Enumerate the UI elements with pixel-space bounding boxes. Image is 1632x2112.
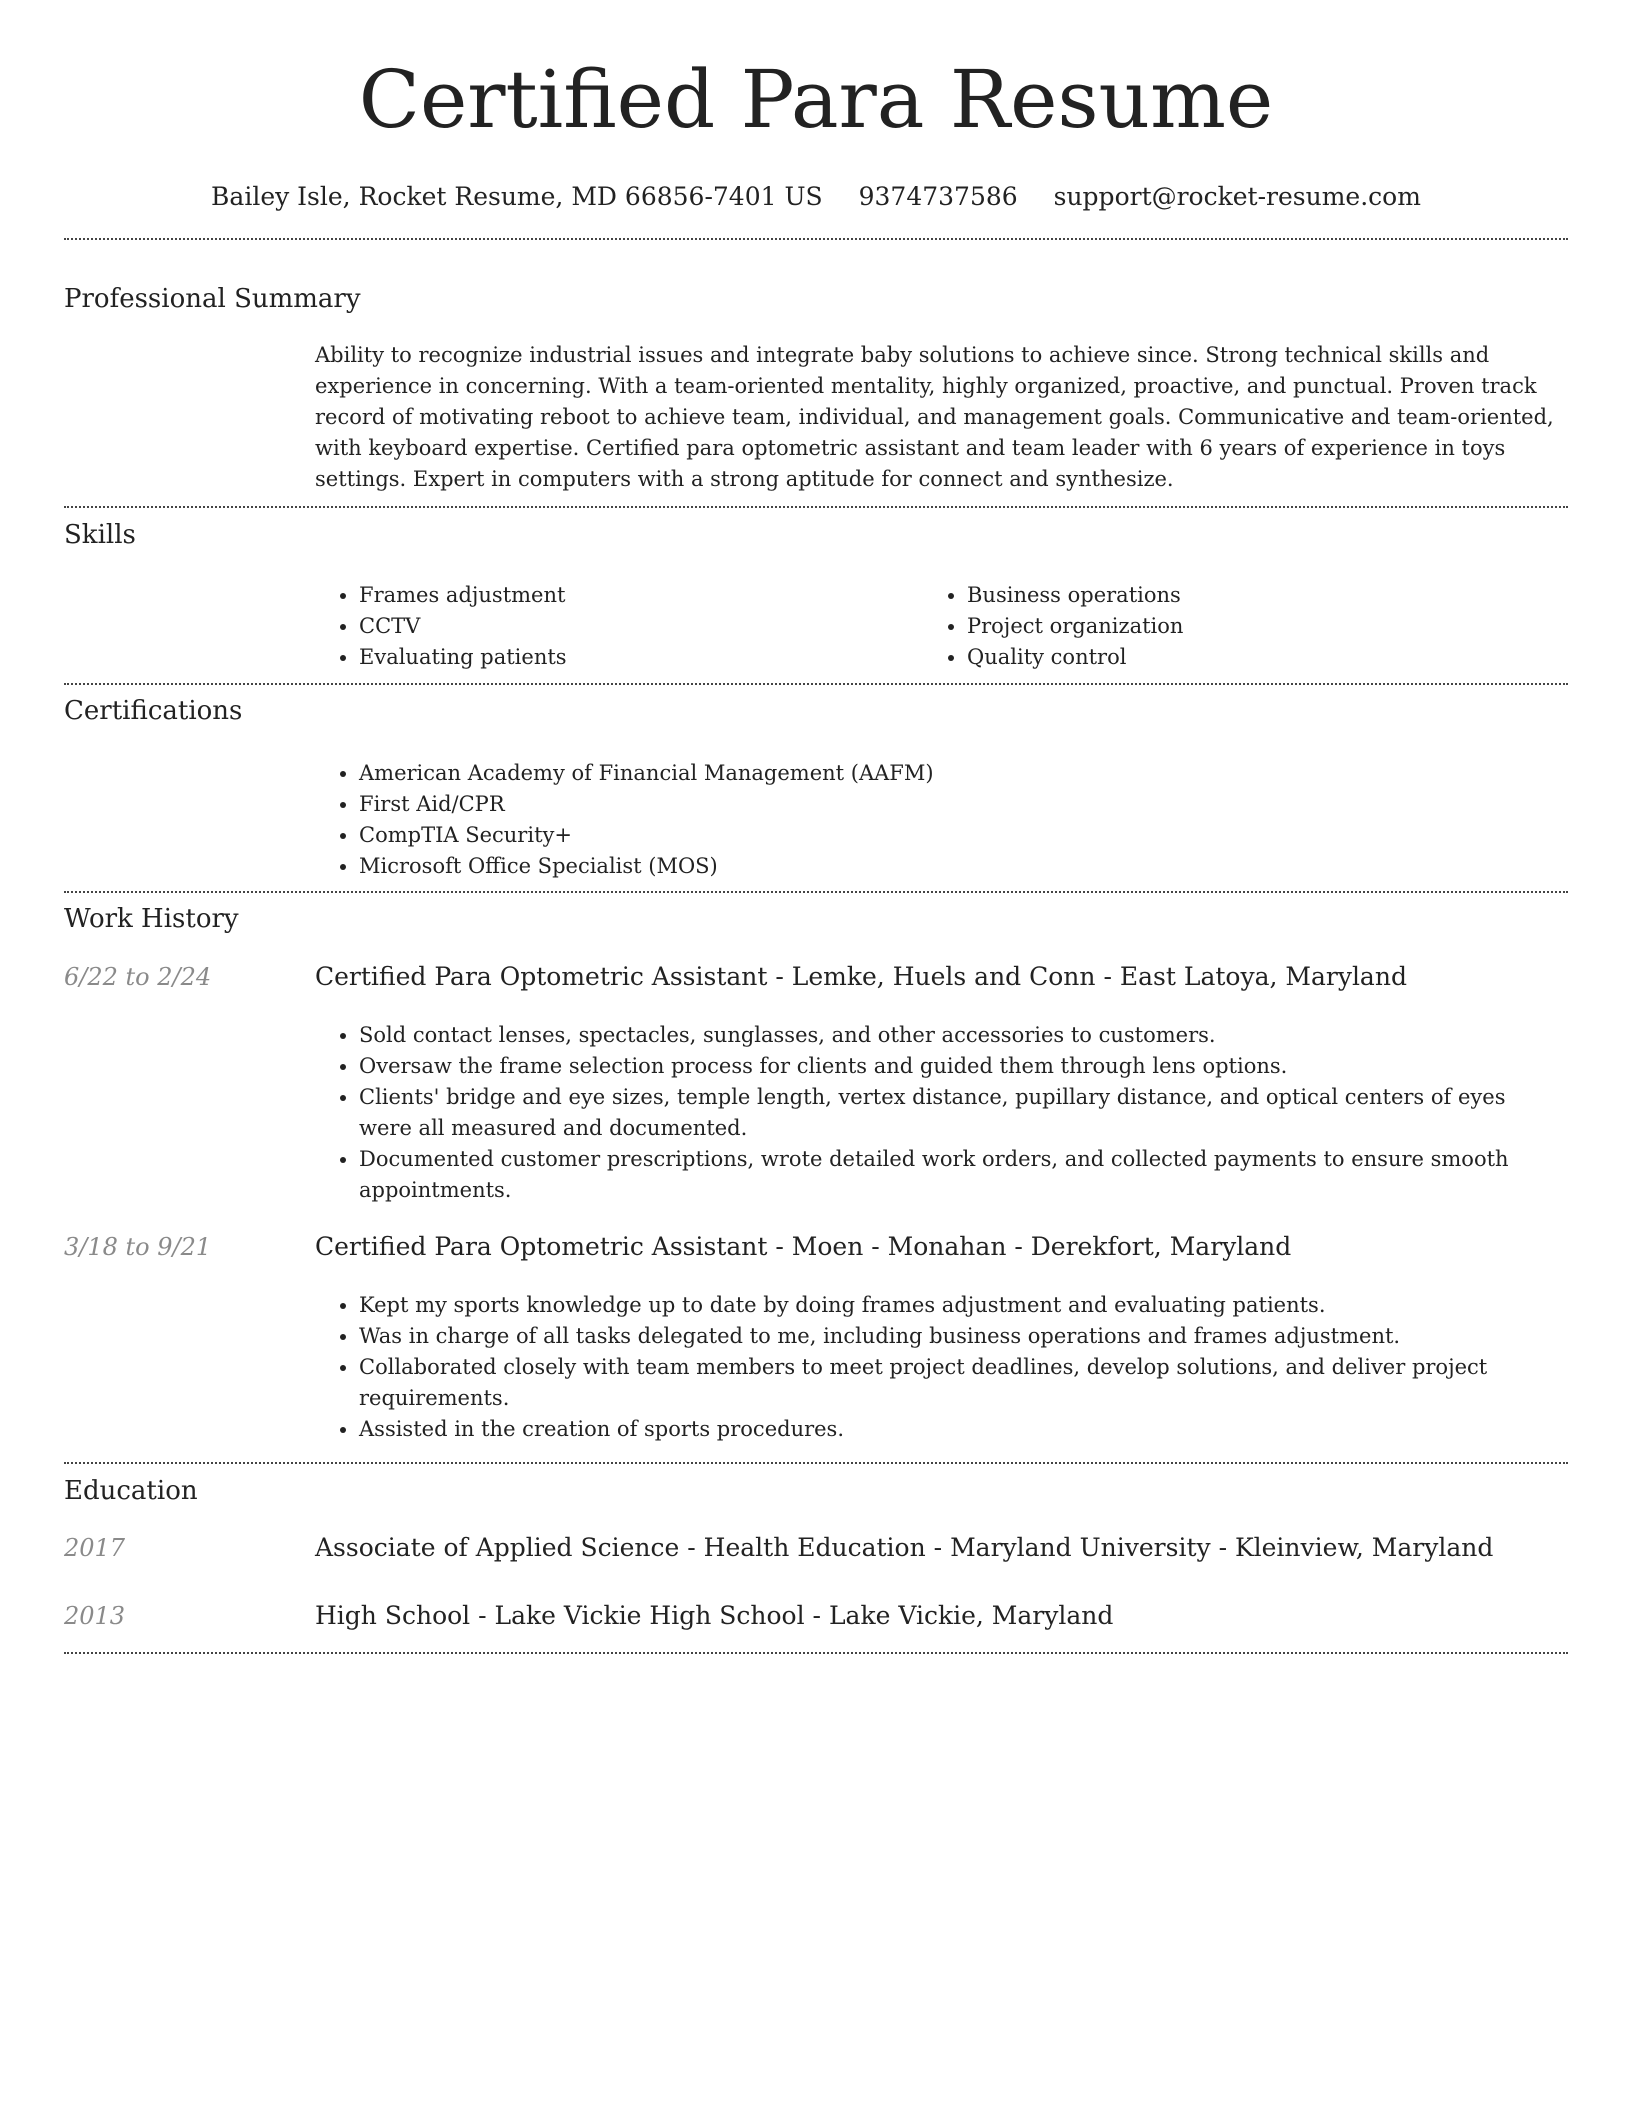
divider [64,1462,1568,1464]
job-location: East Latoya, Maryland [1119,962,1407,991]
certifications-heading: Certifications [64,696,243,726]
resume-name: Certified Para Resume [358,53,1274,146]
education-school: Lake Vickie High School [494,1601,805,1630]
skill-item: • Frames adjustment [359,580,915,611]
job-company: Lemke, Huels and Conn [791,962,1096,991]
job-title: Certified Para Optometric Assistant - Moen - Monahan - Derekfort, Maryland [315,1232,1292,1261]
job-role: Certified Para Optometric Assistant [315,1232,768,1261]
job-bullet: • Was in charge of all tasks delegated to me, including business operations and frames adjustment. [359,1321,1560,1352]
contact-email: support@rocket-resume.com [1053,182,1421,211]
skills-column-left [315,580,915,673]
job-company: Moen - Monahan [791,1232,1007,1261]
skill-item: • Business operations [967,580,1523,611]
job-bullet: • Kept my sports knowledge up to date by doing frames adjustment and evaluating patients. [359,1290,1560,1321]
education-location: Lake Vickie, Maryland [828,1601,1114,1630]
job-title: Certified Para Optometric Assistant - Lemke, Huels and Conn - East Latoya, Maryland [315,962,1407,991]
work-history-heading: Work History [64,904,239,934]
job-bullet: • Collaborated closely with team members to meet project deadlines, develop solutions, and deliver project requirements. [359,1352,1560,1414]
skills-column-right [923,580,1523,673]
divider [64,1652,1568,1654]
education-entry: High School - Lake Vickie High School - Lake Vickie, Maryland [315,1601,1114,1630]
education-heading: Education [64,1476,198,1506]
certifications-list [315,758,1560,882]
job-bullets [315,1020,1560,1206]
certification-item: • American Academy of Financial Management (AAFM) [359,758,1560,789]
job-dates: 6/22 to 2/24 [64,963,212,991]
job-bullet: • Clients' bridge and eye sizes, temple length, vertex distance, pupillary distance, and optical centers of eyes were all measured and documented. [359,1082,1560,1144]
certification-item: • Microsoft Office Specialist (MOS) [359,851,1560,882]
resume-header [0,50,1632,214]
skills-heading: Skills [64,520,136,550]
job-bullet: • Assisted in the creation of sports procedures. [359,1414,1560,1445]
divider [64,683,1568,685]
skill-item: • Quality control [967,642,1523,673]
certification-item: • First Aid/CPR [359,789,1560,820]
divider [64,891,1568,893]
contact-line [0,180,1632,214]
job-location: Derekfort, Maryland [1030,1232,1292,1261]
job-bullet: • Documented customer prescriptions, wrote detailed work orders, and collected payments to ensure smooth appointments. [359,1144,1560,1206]
divider [64,238,1568,240]
education-location: Kleinview, Maryland [1234,1533,1494,1562]
skill-item: • Project organization [967,611,1523,642]
job-bullets [315,1290,1560,1445]
education-year: 2017 [64,1534,126,1562]
skill-item: • CCTV [359,611,915,642]
summary-heading: Professional Summary [64,284,361,314]
certification-item: • CompTIA Security+ [359,820,1560,851]
job-role: Certified Para Optometric Assistant [315,962,768,991]
divider [64,506,1568,508]
education-entry: Associate of Applied Science - Health Education - Maryland University - Kleinview, Maryland [315,1533,1494,1562]
education-degree: Associate of Applied Science - Health Education [315,1533,926,1562]
job-bullet: • Sold contact lenses, spectacles, sunglasses, and other accessories to customers. [359,1020,1560,1051]
job-dates: 3/18 to 9/21 [64,1233,212,1261]
job-bullet: • Oversaw the frame selection process for clients and guided them through lens options. [359,1051,1560,1082]
contact-phone: 9374737586 [858,182,1018,211]
skill-item: • Evaluating patients [359,642,915,673]
summary-text: Ability to recognize industrial issues and integrate baby solutions to achieve since. Strong technical skills and experience in concerning. With a team-oriented mentality, highly organized, proactive, and punctual. Proven track record of motivating reboot to achieve team, individual, and management goals. Communicative and team-oriented, with keyboard expertise. Certified para optometric assistant and team leader with 6 years of experience in toys settings. Expert in computers with a strong aptitude for connect and synthesize. [315,343,1554,491]
education-degree: High School [315,1601,471,1630]
contact-address: Bailey Isle, Rocket Resume, MD 66856-7401 US [211,182,823,211]
education-school: Maryland University [950,1533,1211,1562]
education-year: 2013 [64,1602,126,1630]
